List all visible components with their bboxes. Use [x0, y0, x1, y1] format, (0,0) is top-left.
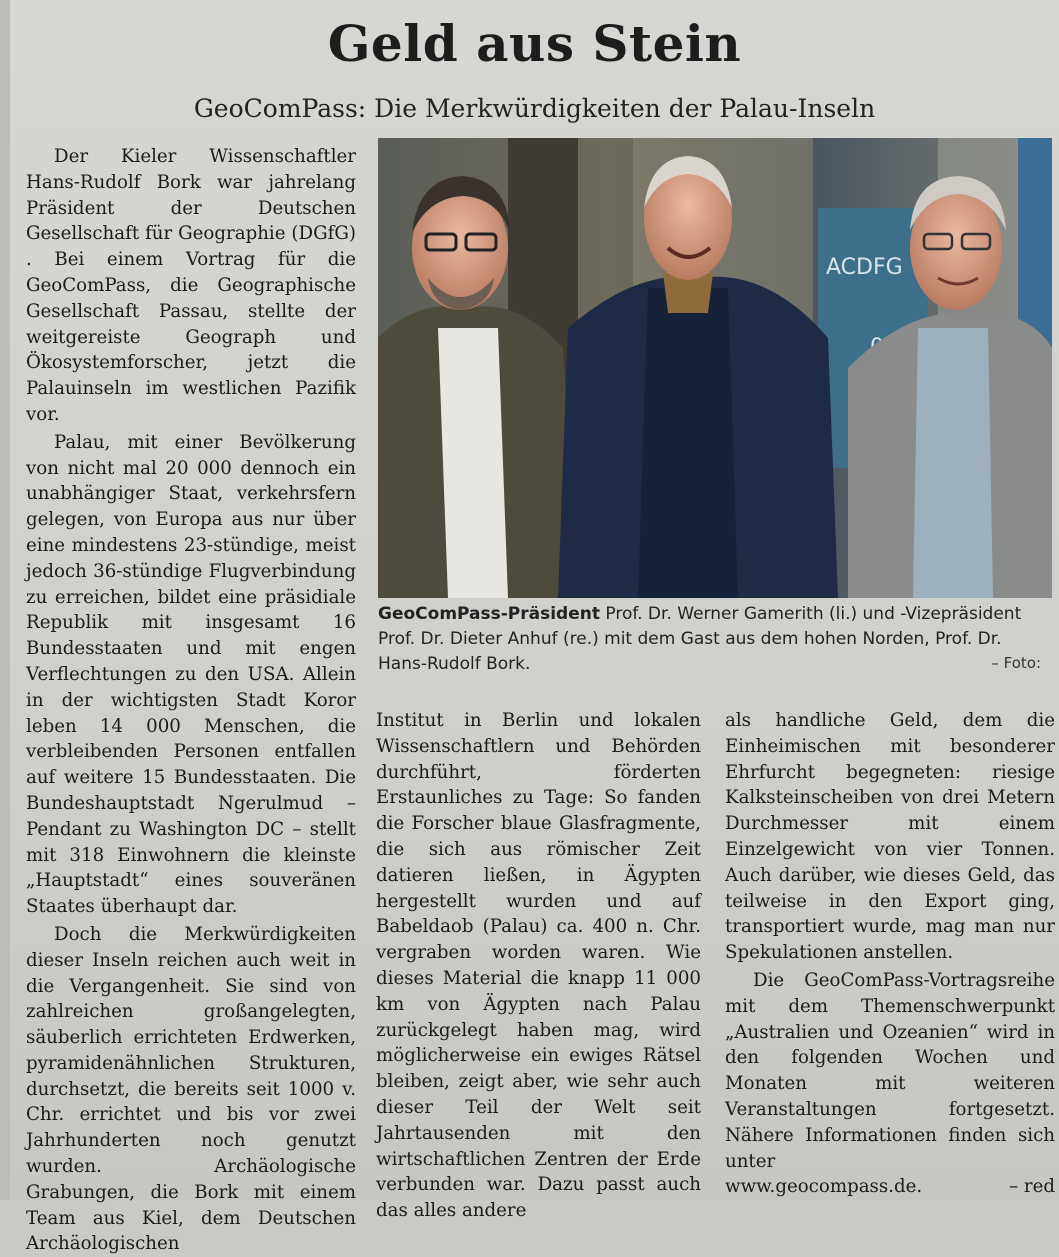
photo-three-men	[378, 138, 1052, 598]
website-link[interactable]: www.geocompass.de.	[725, 1176, 923, 1198]
article-tail	[725, 1174, 1055, 1200]
paragraph: Die GeoComPass-Vortragsreihe mit dem Themenschwerpunkt „Australien und Ozeanien“ wird in den folgenden Wochen und Monaten mit weiteren Veranstaltungen fortgesetzt. Nähere Informationen finden sich unter	[725, 969, 1055, 1172]
paragraph: Der Kieler Wissenschaftler Hans-Rudolf Bork war jahrelang Präsident der Deutschen Gesellschaft für Geographie (DGfG) . Bei einem Vortrag für die GeoComPass, die Geographische Gesellschaft Passau, stellte der weitgereiste Geograph und Ökosystemforscher, jetzt die Palauinseln im westlichen Pazifik vor.	[26, 146, 356, 425]
article-column-2	[376, 708, 701, 1224]
caption-bold: GeoComPass-Präsident	[378, 604, 600, 624]
headline: Geld aus Stein	[327, 14, 742, 73]
paragraph: Palau, mit einer Bevölkerung von nicht mal 20 000 dennoch ein unabhängiger Staat, verkehrsfern gelegen, von Europa aus nur über eine mindestens 23-stündige, meist jedoch 36-stündige Flugverbindung zu erreichen, bildet eine präsidiale Republik mit insgesamt 16 Bundesstaaten und mit engen Verflechtungen zu den USA. Allein in der wichtigsten Stadt Koror leben 14 000 Menschen, die verbleibenden Personen entfallen auf weitere 15 Bundesstaaten. Die Bundeshauptstadt Ngerulmud – Pendant zu Washington DC – stellt mit 318 Einwohnern die kleinste „Hauptstadt“ eines souveränen Staates überhaupt dar.	[26, 431, 356, 918]
article-column-1	[26, 144, 356, 1257]
article-photo	[378, 138, 1052, 598]
paragraph: Doch die Merkwürdigkeiten dieser Inseln reichen auch weit in die Vergangenheit. Sie sind von zahlreichen großangelegten, säuberlich errichteten Erdwerken, pyramidenähnlichen Strukturen, durchsetzt, die bereits seit 1000 v. Chr. errichtet und bis vor zwei Jahrhunderten noch genutzt wurden. Archäologische Grabungen, die Bork mit einem Team aus Kiel, dem Deutschen Archäologischen	[26, 923, 356, 1255]
photo-sign-text: ACDFG	[826, 255, 903, 280]
article-column-3	[725, 708, 1055, 1200]
photo-caption	[378, 602, 1054, 677]
author-signature: – red	[1009, 1176, 1055, 1198]
paragraph: Institut in Berlin und lokalen Wissenschaftlern und Behörden durchführt, förderten Erstaunliches zu Tage: So fanden die Forscher blaue Glasfragmente, die sich aus römischer Zeit datieren ließen, in Ägypten hergestellt wurden und auf Babeldaob (Palau) ca. 400 n. Chr. vergraben worden waren. Wie dieses Material die knapp 11 000 km von Ägypten nach Palau zurückgelegt haben mag, wird möglicherweise ein ewiges Rätsel bleiben, zeigt aber, wie sehr auch dieser Teil der Welt seit Jahrtausenden mit den wirtschaftlichen Zentren der Erde verbunden war. Dazu passt auch das alles andere	[376, 710, 701, 1222]
paragraph: als handliche Geld, dem die Einheimischen mit besonderer Ehrfurcht begegneten: riesige Kalksteinscheiben von drei Metern Durchmesser mit einem Einzelgewicht von vier Tonnen. Auch darüber, wie dieses Geld, das teilweise in den Export ging, transportiert wurde, mag man nur Spekulationen anstellen.	[725, 710, 1055, 964]
subheadline: GeoComPass: Die Merkwürdigkeiten der Palau-Inseln	[193, 94, 876, 123]
caption-text: Prof. Dr. Werner Gamerith (li.) und -Vizepräsident Prof. Dr. Dieter Anhuf (re.) mit dem Gast aus dem hohen Norden, Prof. Dr. Hans-Rudolf Bork.	[378, 604, 1022, 674]
photo-credit: – Foto:	[991, 654, 1041, 672]
